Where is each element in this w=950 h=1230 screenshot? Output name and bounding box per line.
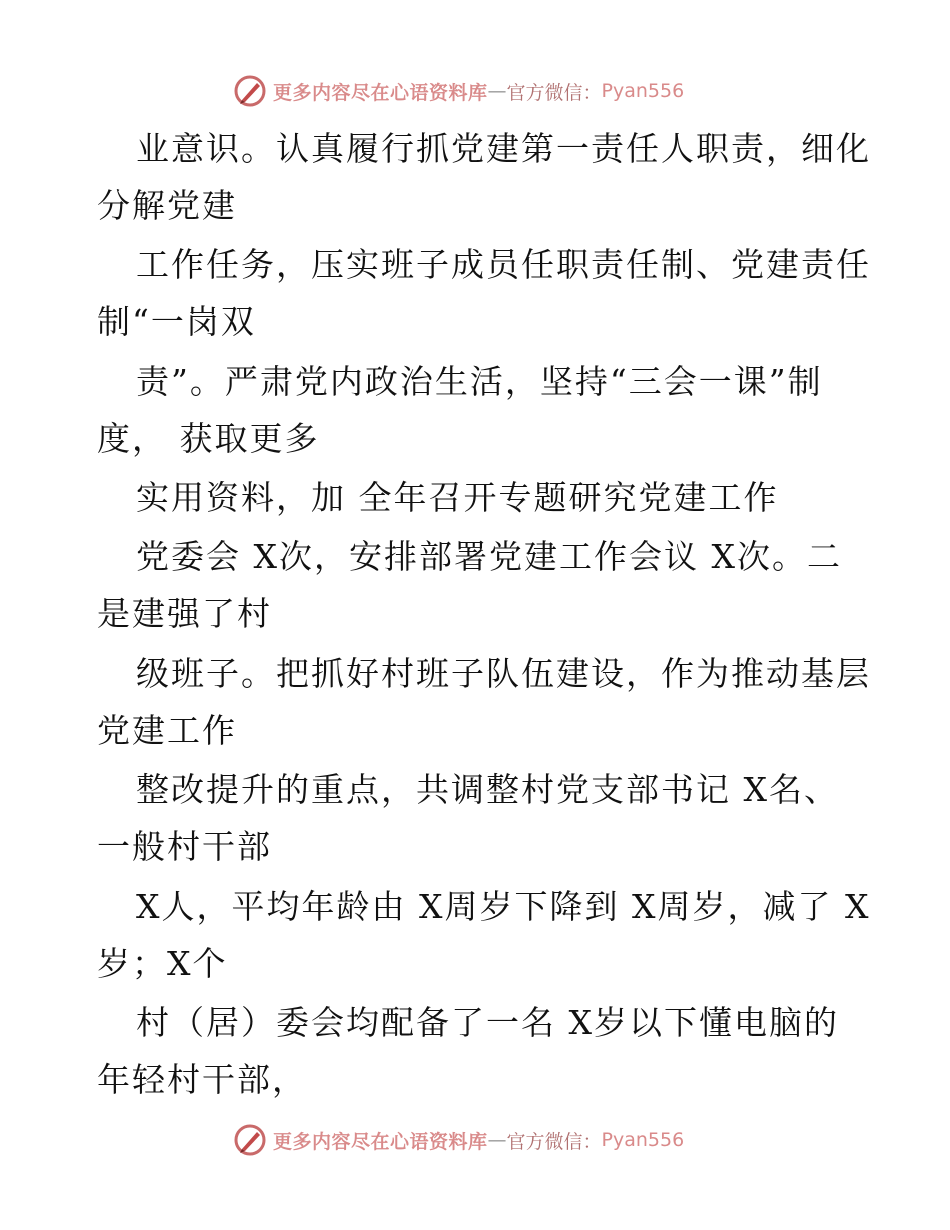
pen-logo-icon bbox=[233, 1123, 267, 1157]
text-line: 岁；X个 bbox=[97, 944, 228, 983]
text-line: 实用资料，加 全年召开专题研究党建工作 bbox=[136, 478, 779, 517]
text-line: 整改提升的重点，共调整村党支部书记 X名、 bbox=[136, 770, 839, 809]
watermark-dash: — bbox=[487, 80, 507, 102]
text-line: 党建工作 bbox=[97, 711, 237, 750]
text-line: 制“一岗双 bbox=[97, 302, 256, 341]
text-line: 村（居）委会均配备了一名 X岁以下懂电脑的 bbox=[136, 1003, 839, 1042]
text-line: 度， 获取更多 bbox=[97, 419, 320, 458]
text-line: 级班子。把抓好村班子队伍建设，作为推动基层 bbox=[136, 654, 871, 693]
text-line: 党委会 X次，安排部署党建工作会议 X次。二 bbox=[136, 537, 842, 576]
text-line: 分解党建 bbox=[97, 186, 237, 225]
watermark-wechat-label: 官方微信： bbox=[506, 1130, 602, 1153]
text-line: 工作任务，压实班子成员任职责任制、党建责任 bbox=[136, 245, 871, 284]
watermark-main-text: 更多内容尽在心语资料库 bbox=[273, 1130, 488, 1153]
text-line: 年轻村干部， bbox=[97, 1060, 307, 1099]
text-line: 责”。严肃党内政治生活，坚持“三会一课”制 bbox=[136, 362, 823, 401]
watermark-dash: — bbox=[487, 1129, 507, 1151]
text-line: 业意识。认真履行抓党建第一责任人职责，细化 bbox=[136, 129, 871, 168]
text-line: X人，平均年龄由 X周岁下降到 X周岁，减了 X bbox=[136, 887, 871, 926]
watermark-wechat-id: Pyan556 bbox=[601, 80, 685, 102]
text-line: 一般村干部 bbox=[97, 827, 272, 866]
watermark-main-text: 更多内容尽在心语资料库 bbox=[273, 81, 488, 104]
watermark-wechat-id: Pyan556 bbox=[601, 1129, 685, 1151]
watermark-wechat-label: 官方微信： bbox=[506, 81, 602, 104]
footer-watermark bbox=[233, 1121, 684, 1159]
text-line: 是建强了村 bbox=[97, 594, 272, 633]
